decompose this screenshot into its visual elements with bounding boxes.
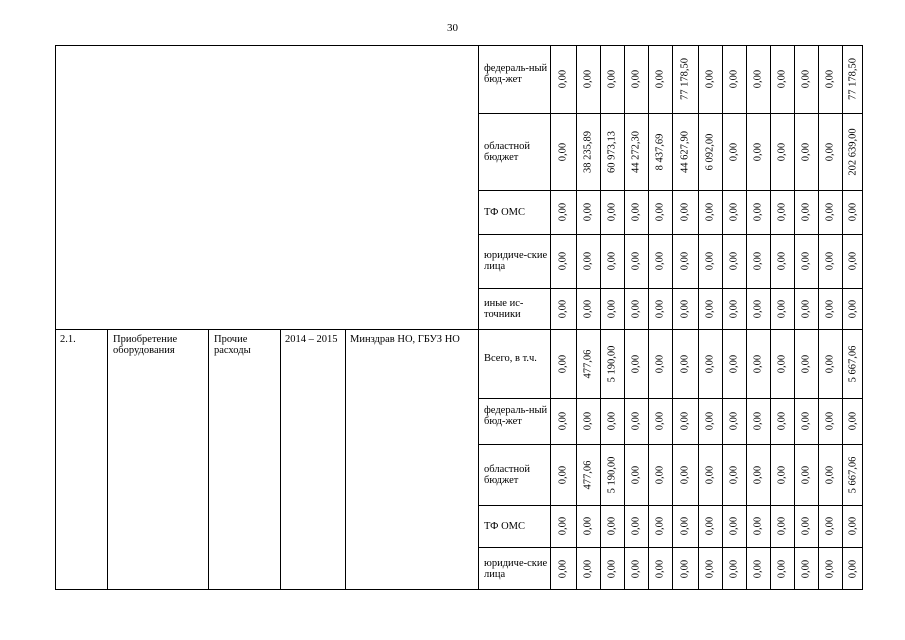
table-cell-value: 44 627,90 [679, 130, 691, 173]
row-divider [478, 234, 863, 235]
table-cell-value: 0,00 [557, 251, 569, 271]
table-cell-value: 0,00 [557, 411, 569, 431]
table-cell-value: 202 639,00 [847, 127, 858, 176]
column-divider [478, 45, 479, 590]
table-cell-value: 0,00 [776, 411, 788, 431]
table-cell-value: 8 437,69 [654, 133, 666, 170]
table-cell-value: 0,00 [776, 465, 788, 484]
table-cell-value: 0,00 [630, 251, 642, 271]
table-cell-value: 0,00 [776, 354, 788, 373]
table-cell-value: 0,00 [728, 69, 740, 89]
table-cell-value: 0,00 [654, 559, 666, 578]
table-cell-value: 0,00 [847, 559, 858, 578]
table-cell-value: 0,00 [630, 202, 642, 222]
table-cell-value: 0,00 [582, 69, 594, 89]
table-cell-value: 5 667,06 [847, 456, 858, 493]
table-cell-value: 0,00 [824, 559, 836, 578]
table-cell-value: 0,00 [557, 142, 569, 161]
table-cell-value: 0,00 [752, 411, 764, 431]
column-divider [818, 45, 819, 590]
row-divider [478, 444, 863, 445]
table-cell-value: 0,00 [704, 251, 716, 271]
column-divider [576, 45, 577, 590]
table-cell-value: 0,00 [752, 354, 764, 373]
row-divider [478, 398, 863, 399]
table-cell-value: 0,00 [557, 202, 569, 222]
table-cell-value: 60 973,13 [606, 130, 618, 173]
source-label: Всего, в т.ч. [484, 352, 537, 364]
table-cell-value: 0,00 [776, 69, 788, 89]
table-cell-value: 0,00 [800, 299, 812, 318]
table-cell-value: 0,00 [679, 251, 691, 271]
row-divider [478, 190, 863, 191]
table-cell-value: 0,00 [800, 142, 812, 161]
table-cell-value: 0,00 [800, 69, 812, 89]
table-cell-value: 0,00 [630, 465, 642, 484]
source-label: областной бюджет [484, 463, 530, 486]
column-divider [770, 45, 771, 590]
table-cell-value: 0,00 [776, 559, 788, 578]
table-cell-value: 0,00 [557, 69, 569, 89]
table-cell-value: 0,00 [728, 251, 740, 271]
table-cell-value: 0,00 [824, 465, 836, 484]
table-cell-value: 0,00 [606, 69, 618, 89]
column-divider [794, 45, 795, 590]
table-cell-value: 0,00 [654, 299, 666, 318]
table-cell-value: 5 190,00 [606, 345, 618, 382]
table-cell-value: 77 178,50 [679, 58, 691, 100]
table-cell-value: 0,00 [704, 411, 716, 431]
table-cell-value: 0,00 [728, 202, 740, 222]
row-divider [478, 329, 863, 330]
table-cell-value: 0,00 [557, 516, 569, 536]
source-label: иные ис-точники [484, 297, 524, 320]
table-cell-value: 0,00 [824, 354, 836, 373]
source-label: ТФ ОМС [484, 520, 526, 532]
table-cell-value: 0,00 [728, 465, 740, 484]
table-cell-value: 0,00 [824, 411, 836, 431]
table-cell-value: 477,06 [582, 349, 594, 378]
source-label: юридиче-ские лица [484, 250, 548, 272]
table-cell-value: 0,00 [704, 299, 716, 318]
item-number: 2.1. [60, 334, 76, 345]
table-cell-value: 0,00 [704, 202, 716, 222]
table-cell-value: 0,00 [654, 251, 666, 271]
table-cell-value: 0,00 [824, 251, 836, 271]
row-divider [478, 547, 863, 548]
table-cell-value: 0,00 [704, 69, 716, 89]
table-cell-value: 0,00 [800, 559, 812, 578]
table-cell-value: 0,00 [630, 516, 642, 536]
table-cell-value: 0,00 [847, 251, 858, 271]
table-cell-value: 0,00 [728, 142, 740, 161]
table-cell-value: 0,00 [606, 411, 618, 431]
column-divider [722, 45, 723, 590]
table-cell-value: 0,00 [557, 299, 569, 318]
column-divider [648, 45, 649, 590]
table-cell-value: 77 178,50 [847, 58, 858, 100]
source-label: федераль-ный бюд-жет [484, 62, 548, 85]
table-cell-value: 0,00 [847, 516, 858, 536]
item-period: 2014 – 2015 [285, 334, 338, 345]
table-cell-value: 0,00 [654, 411, 666, 431]
table-cell-value: 0,00 [654, 516, 666, 536]
table-cell-value: 0,00 [752, 516, 764, 536]
table-cell-value: 0,00 [728, 516, 740, 536]
table-cell-value: 0,00 [654, 465, 666, 484]
table-cell-value: 0,00 [654, 69, 666, 89]
table-cell-value: 0,00 [606, 251, 618, 271]
table-cell-value: 5 667,06 [847, 345, 858, 382]
item-executor: Минздрав НО, ГБУЗ НО [350, 334, 460, 345]
table-cell-value: 0,00 [728, 411, 740, 431]
table-cell-value: 0,00 [630, 354, 642, 373]
budget-table [55, 45, 863, 590]
table-cell-value: 0,00 [582, 251, 594, 271]
table-cell-value: 0,00 [752, 202, 764, 222]
table-cell-value: 0,00 [847, 411, 858, 431]
column-divider [698, 45, 699, 590]
table-cell-value: 38 235,89 [582, 130, 594, 173]
table-cell-value: 0,00 [557, 559, 569, 578]
table-cell-value: 0,00 [630, 411, 642, 431]
table-cell-value: 0,00 [704, 354, 716, 373]
table-cell-value: 0,00 [776, 202, 788, 222]
table-cell-value: 0,00 [582, 202, 594, 222]
table-cell-value: 6 092,00 [704, 133, 716, 170]
table-cell-value: 0,00 [557, 354, 569, 373]
column-divider [280, 329, 281, 590]
table-cell-value: 0,00 [728, 299, 740, 318]
table-cell-value: 0,00 [824, 516, 836, 536]
source-label: федераль-ный бюд-жет [484, 404, 548, 427]
table-cell-value: 5 190,00 [606, 456, 618, 493]
table-cell-value: 0,00 [654, 354, 666, 373]
table-cell-value: 0,00 [800, 411, 812, 431]
table-cell-value: 0,00 [582, 299, 594, 318]
table-cell-value: 0,00 [679, 559, 691, 578]
table-cell-value: 0,00 [776, 142, 788, 161]
table-cell-value: 0,00 [824, 142, 836, 161]
table-cell-value: 0,00 [800, 251, 812, 271]
page-number: 30 [447, 22, 458, 34]
table-cell-value: 0,00 [728, 354, 740, 373]
table-cell-value: 0,00 [824, 69, 836, 89]
source-label: ТФ ОМС [484, 206, 526, 218]
column-divider [672, 45, 673, 590]
table-cell-value: 0,00 [606, 559, 618, 578]
item-name: Приобретение оборудования [113, 334, 178, 356]
table-cell-value: 0,00 [800, 354, 812, 373]
table-cell-value: 0,00 [847, 299, 858, 318]
table-cell-value: 0,00 [582, 516, 594, 536]
table-cell-value: 0,00 [752, 251, 764, 271]
row-divider [478, 288, 863, 289]
table-cell-value: 0,00 [752, 69, 764, 89]
table-cell-value: 0,00 [606, 299, 618, 318]
table-cell-value: 0,00 [800, 465, 812, 484]
table-cell-value: 0,00 [704, 559, 716, 578]
column-divider [107, 329, 108, 590]
table-cell-value: 0,00 [654, 202, 666, 222]
source-label: областной бюджет [484, 140, 530, 163]
table-cell-value: 0,00 [679, 354, 691, 373]
table-cell-value: 0,00 [800, 516, 812, 536]
table-cell-value: 0,00 [752, 465, 764, 484]
table-cell-value: 0,00 [630, 69, 642, 89]
table-cell-value: 0,00 [847, 202, 858, 222]
column-divider [208, 329, 209, 590]
table-cell-value: 0,00 [606, 202, 618, 222]
item-divider [55, 329, 478, 330]
table-cell-value: 0,00 [679, 202, 691, 222]
table-cell-value: 0,00 [752, 299, 764, 318]
table-cell-value: 0,00 [679, 299, 691, 318]
table-cell-value: 0,00 [776, 251, 788, 271]
table-cell-value: 0,00 [679, 411, 691, 431]
table-cell-value: 0,00 [679, 516, 691, 536]
table-cell-value: 0,00 [704, 516, 716, 536]
row-divider [478, 113, 863, 114]
row-divider [478, 505, 863, 506]
table-cell-value: 0,00 [582, 559, 594, 578]
table-cell-value: 0,00 [630, 299, 642, 318]
table-cell-value: 0,00 [630, 559, 642, 578]
table-cell-value: 0,00 [582, 411, 594, 431]
column-divider [600, 45, 601, 590]
table-cell-value: 0,00 [752, 142, 764, 161]
table-cell-value: 0,00 [728, 559, 740, 578]
table-cell-value: 44 272,30 [630, 130, 642, 173]
column-divider [345, 329, 346, 590]
source-label: юридиче-ские лица [484, 557, 548, 580]
table-cell-value: 0,00 [704, 465, 716, 484]
table-cell-value: 0,00 [824, 202, 836, 222]
table-cell-value: 477,06 [582, 460, 594, 489]
table-cell-value: 0,00 [557, 465, 569, 484]
column-divider [550, 45, 551, 590]
column-divider [746, 45, 747, 590]
table-cell-value: 0,00 [679, 465, 691, 484]
column-divider [842, 45, 843, 590]
table-cell-value: 0,00 [752, 559, 764, 578]
table-cell-value: 0,00 [776, 299, 788, 318]
table-cell-value: 0,00 [824, 299, 836, 318]
column-divider [624, 45, 625, 590]
item-expense-type: Прочие расходы [214, 334, 251, 356]
table-cell-value: 0,00 [606, 516, 618, 536]
table-cell-value: 0,00 [776, 516, 788, 536]
table-cell-value: 0,00 [800, 202, 812, 222]
